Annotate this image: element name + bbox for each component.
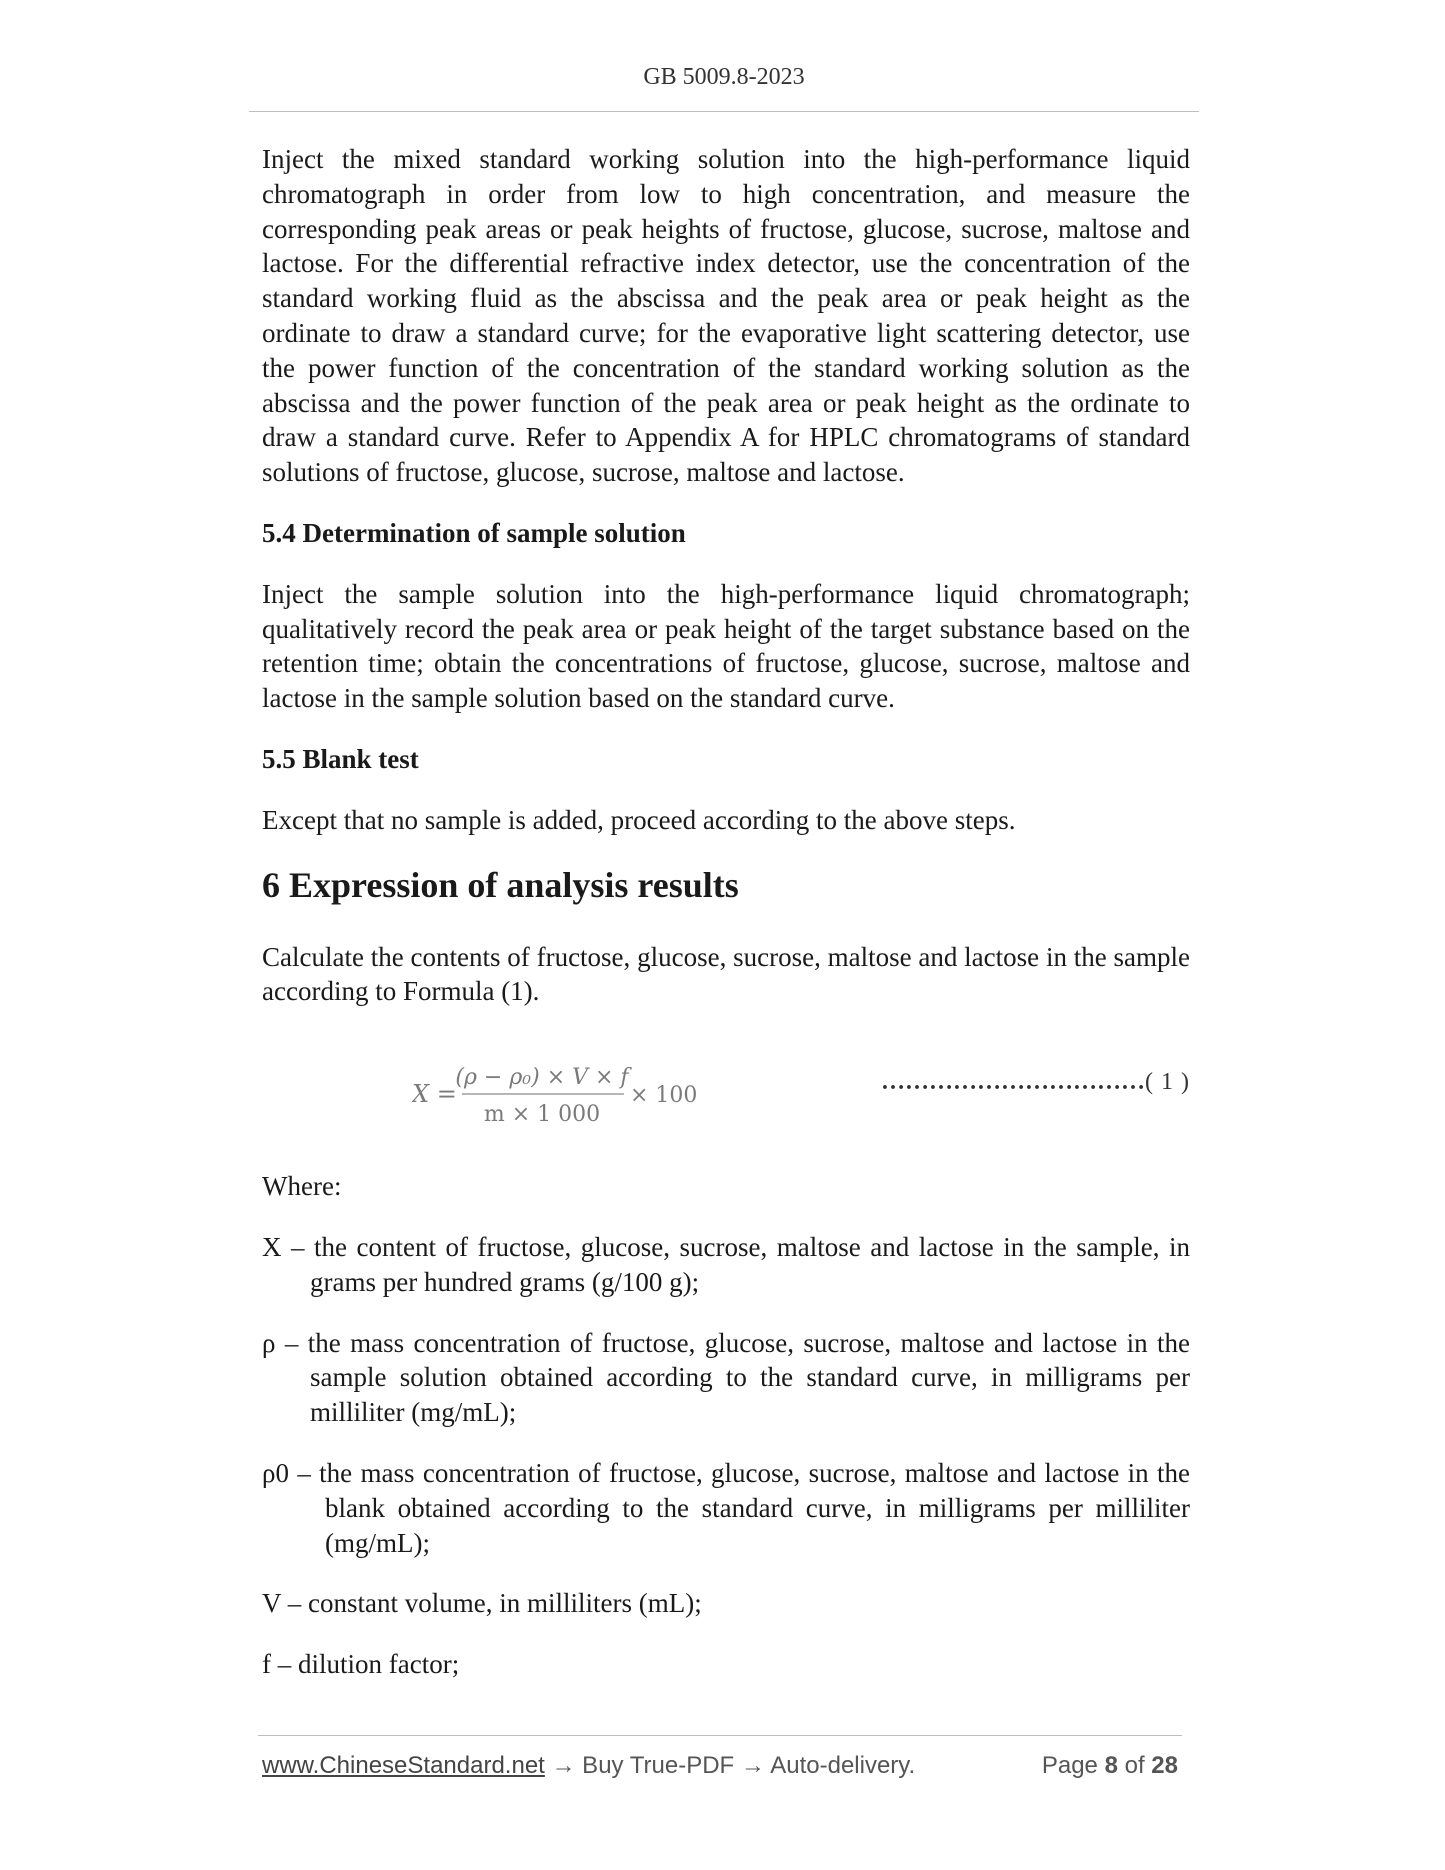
section-heading-6: 6 Expression of analysis results xyxy=(262,864,739,905)
equation-number xyxy=(881,1069,1190,1096)
intro-paragraph: Inject the mixed standard working solution into the high-performance liquid chromatograph in order from low to high concentration, and measure the corresponding peak areas or peak heights of fructose, glucose, sucrose, maltose and lactose. For the differential refractive index detector, use the concentration of the standard working fluid as the abscissa and the peak area or peak height as the ordinate to draw a standard curve; for the evaporative light scattering detector, use the power function of the concentration of the standard working solution as the abscissa and the power function of the peak area or peak height as the ordinate to draw a standard curve. Refer to Appendix A for HPLC chromatograms of standard solutions of fructose, glucose, sucrose, maltose and lactose. xyxy=(262,144,1190,488)
page-indicator xyxy=(1042,1752,1178,1780)
section-heading-5-4: 5.4 Determination of sample solution xyxy=(262,517,686,548)
formula-lhs: X = xyxy=(412,1080,457,1109)
section-5-5-text: Except that no sample is added, proceed according to the above steps. xyxy=(262,804,1016,835)
formula-multiplier: × 100 xyxy=(630,1083,698,1109)
section-5-4-text: Inject the sample solution into the high-performance liquid chromatograph; qualitatively record the peak area or peak height of the target substance based on the retention time; obtain the concentrations of fructose, glucose, sucrose, maltose and lactose in the sample solution based on the standard curve. xyxy=(262,578,1190,714)
page-of: of xyxy=(1124,1752,1145,1779)
definition-rho: ρ – the mass concentration of fructose, glucose, sucrose, maltose and lactose in the sample solution obtained according to the standard curve, in milligrams per milliliter (mg/mL); xyxy=(262,1327,1190,1428)
formula-1 xyxy=(262,1047,1190,1147)
website-link[interactable]: www.ChineseStandard.net xyxy=(262,1752,545,1779)
formula-expression xyxy=(412,1047,832,1147)
page-body xyxy=(262,142,1190,1682)
page-footer xyxy=(262,1752,1182,1780)
formula-denominator: m × 1 000 xyxy=(483,1102,601,1128)
promo-text: → Buy True-PDF → Auto-delivery. xyxy=(544,1752,916,1779)
definition-v: V – constant volume, in milliliters (mL); xyxy=(262,1588,702,1619)
leader-dots: …………………………… xyxy=(881,1069,1146,1096)
equation-label: ( 1 ) xyxy=(1145,1069,1190,1096)
section-6-text: Calculate the contents of fructose, glucose, sucrose, maltose and lactose in the sample according to Formula (1). xyxy=(262,941,1190,1007)
formula-numerator: (ρ − ρ₀) × V × f xyxy=(455,1065,629,1091)
definition-rho0: ρ0 – the mass concentration of fructose, glucose, sucrose, maltose and lactose in the blank obtained according to the standard curve, in milligrams per milliliter (mg/mL); xyxy=(262,1457,1190,1558)
definition-x: X – the content of fructose, glucose, sucrose, maltose and lactose in the sample, in grams per hundred grams (g/100 g); xyxy=(262,1231,1190,1297)
definition-f: f – dilution factor; xyxy=(262,1649,460,1680)
where-label: Where: xyxy=(262,1171,342,1202)
footer-divider xyxy=(258,1735,1182,1736)
page-current: 8 xyxy=(1104,1752,1118,1779)
page-total: 28 xyxy=(1151,1752,1178,1779)
header-divider xyxy=(249,111,1199,112)
running-header: GB 5009.8-2023 xyxy=(643,64,805,90)
page-label: Page xyxy=(1041,1752,1098,1779)
section-heading-5-5: 5.5 Blank test xyxy=(262,743,419,774)
